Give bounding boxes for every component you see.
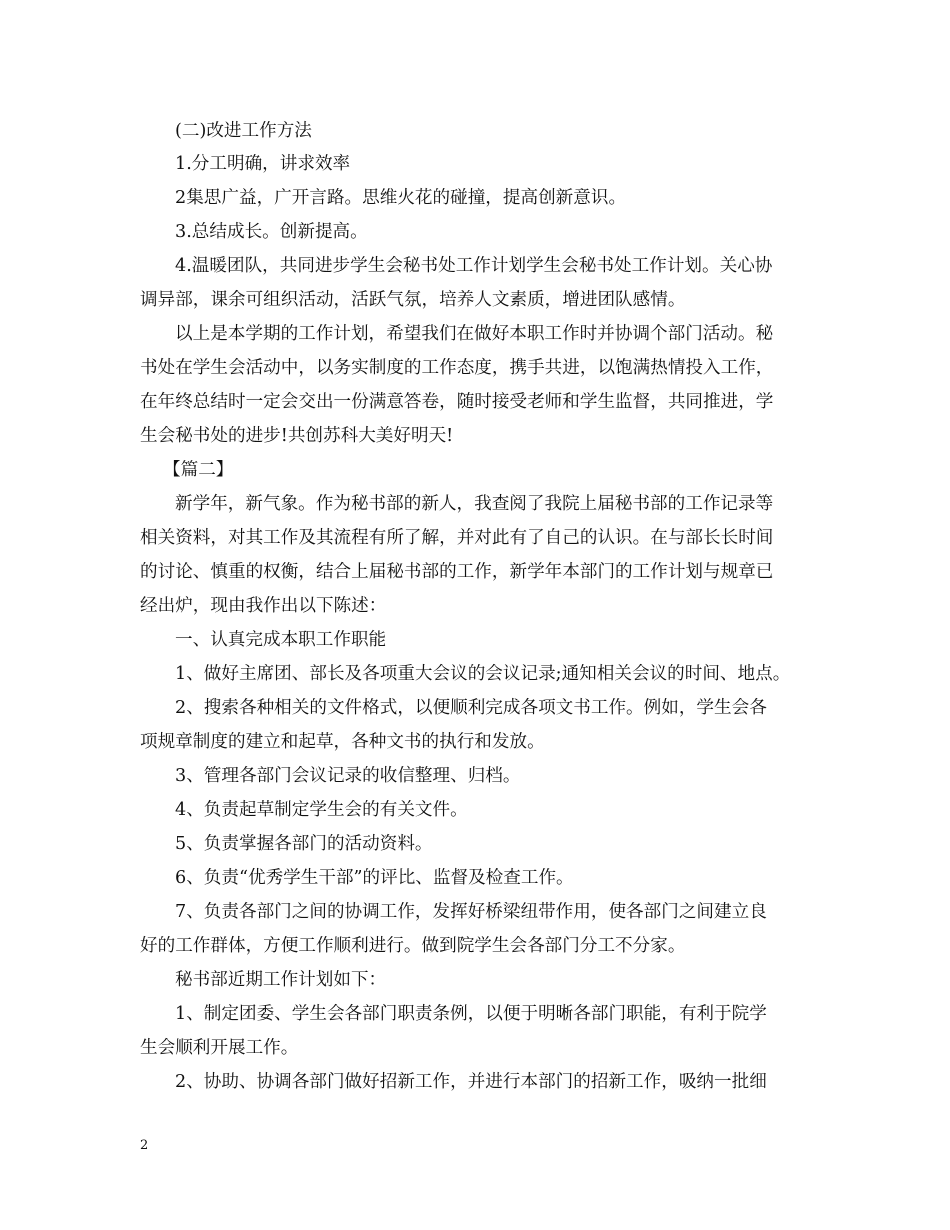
list-item: 6、负责“优秀学生干部”的评比、监督及检查工作。 — [175, 868, 574, 888]
page-number: 2 — [140, 1138, 149, 1153]
section-heading: 一、认真完成本职工作职能 — [175, 630, 387, 650]
paragraph-line: 好的工作群体，方便工作顺利进行。做到院学生会各部门分工不分家。 — [140, 936, 686, 956]
section-heading: (二)改进工作方法 — [175, 121, 312, 141]
paragraph-line: 生会秘书处的进步!共创苏科大美好明天! — [140, 426, 454, 446]
list-item: 7、负责各部门之间的协调工作，发挥好桥梁纽带作用，使各部门之间建立良 — [175, 902, 767, 922]
list-item: 5、负责掌握各部门的活动资料。 — [175, 834, 433, 854]
paragraph-line: 调异部，课余可组织活动，活跃气氛，培养人文素质，增进团队感情。 — [140, 290, 686, 310]
paragraph-line: 经出炉，现由我作出以下陈述： — [140, 596, 387, 616]
paragraph-line: 2集思广益，广开言路。思维火花的碰撞，提高创新意识。 — [175, 188, 627, 208]
list-item: 2、协助、协调各部门做好招新工作，并进行本部门的招新工作，吸纳一批细 — [175, 1072, 767, 1092]
paragraph-line: 相关资料，对其工作及其流程有所了解，并对此有了自己的认识。在与部长长时间 — [140, 528, 774, 548]
paragraph-line: 3.总结成长。创新提高。 — [175, 222, 368, 242]
paragraph-line: 的讨论、慎重的权衡，结合上届秘书部的工作，新学年本部门的工作计划与规章已 — [140, 562, 774, 582]
paragraph-line: 书处在学生会活动中，以务实制度的工作态度，携手共进，以饱满热情投入工作， — [140, 358, 774, 378]
list-item: 3、管理各部门会议记录的收信整理、归档。 — [175, 766, 521, 786]
paragraph-line: 新学年，新气象。作为秘书部的新人，我查阅了我院上届秘书部的工作记录等 — [175, 494, 774, 514]
paragraph-line: 生会顺利开展工作。 — [140, 1038, 299, 1058]
list-item: 1、做好主席团、部长及各项重大会议的会议记录;通知相关会议的时间、地点。 — [175, 664, 791, 684]
paragraph-line: 4.温暖团队，共同进步学生会秘书处工作计划学生会秘书处工作计划。关心协 — [175, 256, 773, 276]
list-item: 4、负责起草制定学生会的有关文件。 — [175, 800, 468, 820]
section-heading: 秘书部近期工作计划如下： — [175, 970, 387, 990]
paragraph-line: 在年终总结时一定会交出一份满意答卷，随时接受老师和学生监督，共同推进，学 — [140, 392, 774, 412]
paragraph-line: 1.分工明确，讲求效率 — [175, 154, 351, 174]
section-heading: 【篇二】 — [163, 460, 234, 480]
list-item: 1、制定团委、学生会各部门职责条例，以便于明晰各部门职能，有利于院学 — [175, 1004, 767, 1024]
list-item: 2、搜索各种相关的文件格式，以便顺利完成各项文书工作。例如，学生会各 — [175, 698, 767, 718]
paragraph-line: 项规章制度的建立和起草，各种文书的执行和发放。 — [140, 732, 545, 752]
paragraph-line: 以上是本学期的工作计划，希望我们在做好本职工作时并协调个部门活动。秘 — [175, 324, 774, 344]
